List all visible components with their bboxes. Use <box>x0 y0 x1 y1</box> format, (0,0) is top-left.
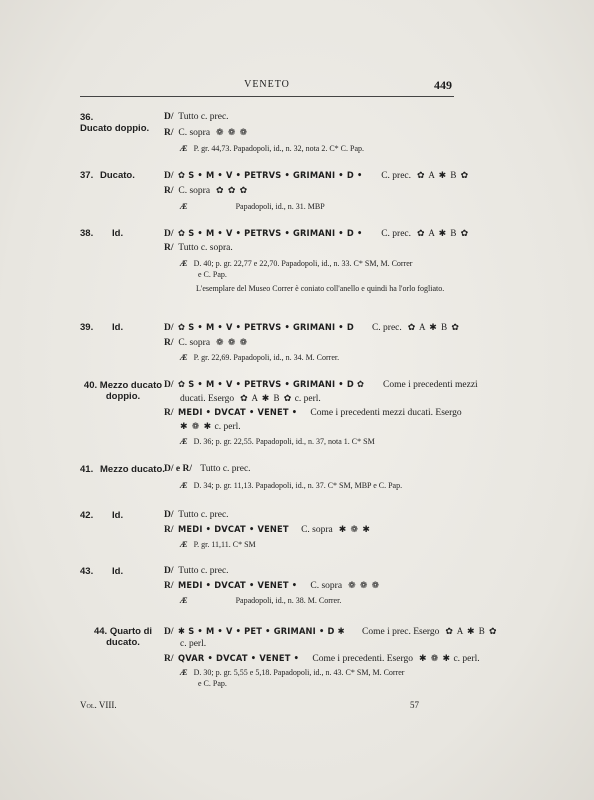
entry-label <box>80 170 164 181</box>
coin-name: Quarto di ducato. <box>106 626 153 648</box>
obverse-line <box>164 626 498 637</box>
metal-mark: Æ <box>180 144 188 153</box>
obverse-text: Come i precedenti mezzi <box>383 380 478 390</box>
reverse-mark: R/ <box>164 338 174 348</box>
metadata-line <box>180 596 341 605</box>
obverse-mark: D/ <box>164 510 174 520</box>
reverse-text: C. sopra <box>301 525 333 535</box>
metadata-line <box>180 437 375 446</box>
metal-mark: Æ <box>180 596 188 605</box>
exergue-symbols: ✿ A ✱ B ✿ <box>417 170 470 180</box>
reverse-line <box>164 580 380 591</box>
obverse-line <box>164 380 478 390</box>
obverse-line <box>164 228 469 239</box>
entry-number: 44. <box>93 626 108 637</box>
obverse-mark: D/ <box>164 566 174 576</box>
entry-number: 40. <box>83 380 98 391</box>
entry-label <box>80 380 166 402</box>
entry-number: 38. <box>80 228 94 239</box>
entry-label <box>80 112 164 134</box>
metadata-text: Papadopoli, id., n. 38. M. Correr. <box>235 596 342 605</box>
obverse-mark: D/ e R/ <box>164 464 192 474</box>
reverse-text: C. sopra <box>310 581 343 591</box>
entry-number: 37. <box>80 170 94 181</box>
reverse-text: Tutto c. sopra. <box>178 243 233 253</box>
obverse-line <box>164 510 229 520</box>
metadata-text: D. 36; p. gr. 22,55. Papadopoli, id., n. 37, nota 1. C* SM <box>193 437 375 446</box>
obverse-legend: ✿ S • M • V • PETRVS • GRIMANI • D <box>178 323 355 333</box>
metal-mark: Æ <box>180 202 188 211</box>
reverse-text: c. perl. <box>214 422 241 432</box>
reverse-mark: R/ <box>164 581 174 591</box>
page-header <box>80 78 454 97</box>
reverse-text: C. sopra <box>178 338 211 348</box>
entry-label <box>80 322 164 333</box>
exergue-symbols: ✿ A ✱ B ✿ <box>407 322 460 332</box>
reverse-text: Come i precedenti mezzi ducati. Esergo <box>310 408 462 418</box>
rosette-symbols: ❁ ❁ ❁ <box>216 337 249 347</box>
reverse-mark: R/ <box>164 408 174 418</box>
rosette-symbols: ✱ ❁ ✱ <box>418 653 452 663</box>
coin-name: Mezzo ducato doppio. <box>99 380 163 402</box>
entry-number: 42. <box>80 510 94 521</box>
obverse-text: Come i prec. Esergo <box>362 627 440 637</box>
metadata-line <box>180 481 402 490</box>
metal-mark: Æ <box>180 481 188 490</box>
obverse-legend: ✿ S • M • V • PETRVS • GRIMANI • D • <box>178 171 363 181</box>
metadata-line <box>180 259 412 268</box>
obverse-line-continued: c. perl. <box>180 639 207 649</box>
metadata-line <box>180 144 364 153</box>
obverse-text: ducati. Esergo <box>180 394 235 404</box>
obverse-mark: D/ <box>164 323 174 333</box>
obverse-mark: D/ <box>164 380 174 390</box>
entry-label <box>80 626 166 648</box>
obverse-line <box>164 112 229 122</box>
volume-label: Vol. VIII. <box>80 700 117 710</box>
reverse-text: Come i precedenti. Esergo <box>312 654 413 664</box>
exergue-symbols: ✿ A ✱ B ✿ <box>417 228 470 238</box>
reverse-line <box>164 653 480 664</box>
reverse-text: c. perl. <box>453 654 480 664</box>
page-number: 449 <box>434 78 452 92</box>
obverse-text: C. prec. <box>371 323 402 333</box>
reverse-line <box>164 524 371 535</box>
exergue-symbols: ✿ A ✱ B ✿ <box>445 626 498 636</box>
rosette-symbols: ✱ ❁ ✱ <box>180 421 213 431</box>
coin-name: Ducato doppio. <box>80 123 150 134</box>
obverse-text: Tutto c. prec. <box>200 464 251 474</box>
obverse-mark: D/ <box>164 229 174 239</box>
obverse-text: C. prec. <box>381 229 412 239</box>
rosette-symbols: ✱ ❁ ✱ <box>338 524 371 534</box>
entry-label <box>80 510 164 521</box>
reverse-line <box>164 127 248 138</box>
reverse-mark: R/ <box>164 186 174 196</box>
reverse-mark: R/ <box>164 128 174 138</box>
reverse-legend: MEDI • DVCAT • VENET <box>178 525 290 535</box>
entry-number: 41. <box>80 464 94 475</box>
metadata-text: P. gr. 22,69. Papadopoli, id., n. 34. M. Correr. <box>193 353 340 362</box>
entry-number: 39. <box>80 322 94 333</box>
coin-name: Mezzo ducato. <box>100 464 165 475</box>
running-title: VENETO <box>244 79 290 90</box>
metadata-line <box>180 202 325 211</box>
reverse-line <box>164 408 462 418</box>
metadata-text: P. gr. 44,73. Papadopoli, id., n. 32, nota 2. C* C. Pap. <box>193 144 365 153</box>
metadata-text: P. gr. 11,11. C* SM <box>193 540 256 549</box>
reverse-text: C. sopra <box>178 186 211 196</box>
rosette-symbols: ✿ ✿ ✿ <box>216 185 249 195</box>
metadata-text: D. 30; p. gr. 5,55 e 5,18. Papadopoli, id., n. 43. C* SM, M. Correr <box>193 668 405 677</box>
entry-number: 43. <box>80 566 94 577</box>
footnote: L'esemplare del Museo Correr è coniato coll'anello e quindi ha l'orlo fogliato. <box>196 284 445 293</box>
metadata-text: Papadopoli, id., n. 31. MBP <box>235 202 325 211</box>
metal-mark: Æ <box>180 540 188 549</box>
reverse-text: C. sopra <box>178 128 211 138</box>
metadata-line <box>180 668 404 677</box>
reverse-mark: R/ <box>164 525 174 535</box>
metadata-continuation: e C. Pap. <box>198 270 227 279</box>
reverse-line-continued <box>180 421 241 432</box>
reverse-legend: QVAR • DVCAT • VENET • <box>178 654 300 664</box>
metadata-continuation: e C. Pap. <box>198 679 227 688</box>
coin-name: Id. <box>112 322 124 333</box>
reverse-mark: R/ <box>164 243 174 253</box>
metadata-line <box>180 540 256 549</box>
obverse-mark: D/ <box>164 171 174 181</box>
exergue-symbols: ✿ A ✱ B ✿ <box>240 393 293 403</box>
obverse-line <box>164 322 460 333</box>
entry-label <box>80 566 164 577</box>
reverse-mark: R/ <box>164 654 174 664</box>
obverse-mark: D/ <box>164 112 174 122</box>
obverse-legend: ✿ S • M • V • PETRVS • GRIMANI • D • <box>178 229 363 239</box>
metal-mark: Æ <box>180 259 188 268</box>
obverse-line-continued <box>180 393 321 404</box>
reverse-legend: MEDI • DVCAT • VENET • <box>178 408 298 418</box>
coin-name: Id. <box>112 566 124 577</box>
metadata-text: D. 40; p. gr. 22,77 e 22,70. Papadopoli, id., n. 33. C* SM, M. Correr <box>193 259 413 268</box>
reverse-legend: MEDI • DVCAT • VENET • <box>178 581 298 591</box>
obverse-text: C. prec. <box>381 171 412 181</box>
obverse-text: Tutto c. prec. <box>178 510 229 520</box>
entry-number: 36. <box>80 112 94 123</box>
coin-name: Id. <box>112 228 124 239</box>
coin-name: Ducato. <box>100 170 135 181</box>
reverse-line <box>164 185 248 196</box>
reverse-line <box>164 337 248 348</box>
signature-mark: 57 <box>410 700 419 710</box>
rosette-symbols: ❁ ❁ ❁ <box>216 127 249 137</box>
metadata-text: D. 34; p. gr. 11,13. Papadopoli, id., n. 37. C* SM, MBP e C. Pap. <box>193 481 403 490</box>
metal-mark: Æ <box>180 437 188 446</box>
obverse-legend: ✱ S • M • V • PET • GRIMANI • D ✱ <box>178 627 346 637</box>
metal-mark: Æ <box>180 668 188 677</box>
entry-label <box>80 228 164 239</box>
obverse-line <box>164 170 469 181</box>
rosette-symbols: ❁ ❁ ❁ <box>348 580 381 590</box>
obverse-text: Tutto c. prec. <box>178 566 229 576</box>
metal-mark: Æ <box>180 353 188 362</box>
coin-name: Id. <box>112 510 124 521</box>
obverse-mark: D/ <box>164 627 174 637</box>
obverse-text: c. perl. <box>294 394 321 404</box>
reverse-line <box>164 243 233 253</box>
obverse-line <box>164 566 229 576</box>
obverse-text: Tutto c. prec. <box>178 112 229 122</box>
obverse-legend: ✿ S • M • V • PETRVS • GRIMANI • D ✿ <box>178 380 365 390</box>
metadata-line <box>180 353 339 362</box>
obverse-line <box>164 464 251 474</box>
